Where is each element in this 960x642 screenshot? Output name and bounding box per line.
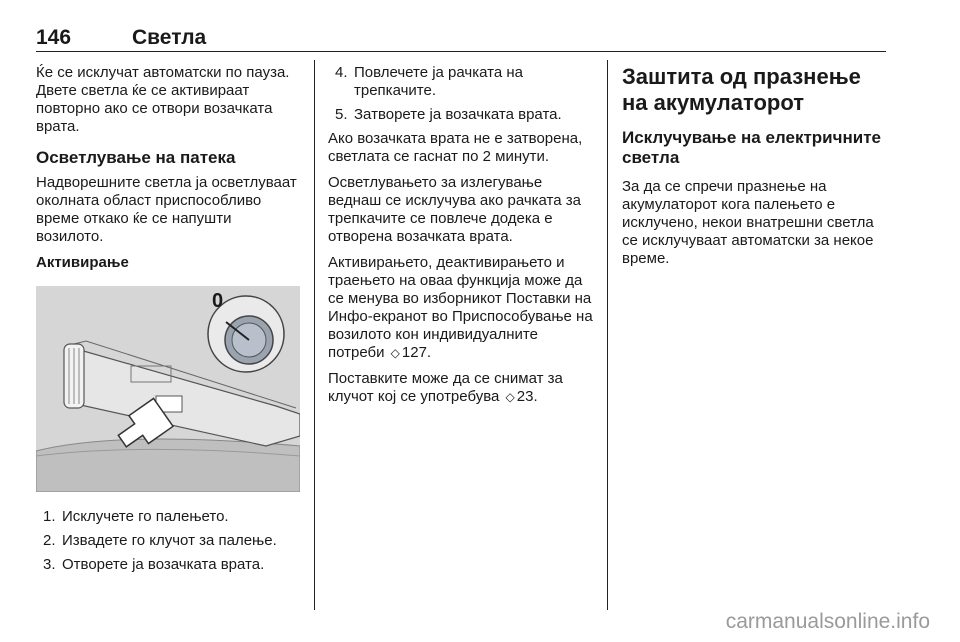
paragraph: Надворешните светла ја осветлуваат околната област приспособливо време откако ќе се напушти возилото. <box>36 174 297 245</box>
column-3 <box>622 64 886 276</box>
watermark: carmanualsonline.info <box>725 610 930 633</box>
page-reference[interactable]: 23. <box>516 388 538 405</box>
subsection-heading: Активирање <box>36 254 129 271</box>
list-item: 5. Затворете ја возачката врата. <box>335 106 562 123</box>
paragraph: Активирањето, деактивирањето и траењето на оваа функција може да се менува во изборникот Поставки на Инфо-екранот во Приспособување на возилото кон индивидуалните потреби ◇ 127. <box>328 254 593 361</box>
page-reference[interactable]: 127. <box>401 344 432 361</box>
page-number: 146 <box>36 26 72 49</box>
steps-list <box>36 508 300 574</box>
list-item: 1. Исклучете го палењето. <box>43 508 229 525</box>
page-header <box>36 22 886 52</box>
list-item: 3. Отворете ја возачката врата. <box>43 556 265 573</box>
column-1 <box>36 64 300 580</box>
column-divider-2 <box>607 60 608 610</box>
lever-illustration <box>36 286 300 492</box>
paragraph: Осветлувањето за излегување веднаш се исклучува ако рачката за трепкачите се повлече додека е отворена возачката врата. <box>328 174 581 245</box>
paragraph: Поставките може да се снимат за клучот кој се употребува ◇ 23. <box>328 370 563 405</box>
cross-reference-icon: ◇ <box>390 346 400 360</box>
steps-list <box>328 64 598 124</box>
section-heading: Осветлување на патека <box>36 148 236 167</box>
chapter-title: Светла <box>132 26 207 49</box>
turn-signal-lever-drawing <box>36 286 300 492</box>
switch-position-label: 0 <box>212 290 224 312</box>
header-rule <box>36 51 886 52</box>
subsection-heading: Исклучување на електричните светла <box>622 128 881 167</box>
paragraph: Ако возачката врата не е затворена, светлата се гаснат по 2 минути. <box>328 130 583 165</box>
list-item: 2. Извадете го клучот за палење. <box>43 532 277 549</box>
list-item: 4. Повлечете ја рачката на трепкачите. <box>335 64 523 99</box>
paragraph: За да се спречи празнење на акумулаторот кога палењето е исклучено, некои внатрешни светла се исклучуваат автоматски за некое време. <box>622 178 874 267</box>
paragraph: Ќе се исклучат автоматски по пауза. Двете светла ќе се активираат повторно ако се отвори возачката врата. <box>36 64 290 135</box>
column-divider-1 <box>314 60 315 610</box>
column-2 <box>328 64 598 414</box>
section-heading: Заштита од празнење на акумулаторот <box>622 64 861 115</box>
cross-reference-icon: ◇ <box>505 390 515 404</box>
